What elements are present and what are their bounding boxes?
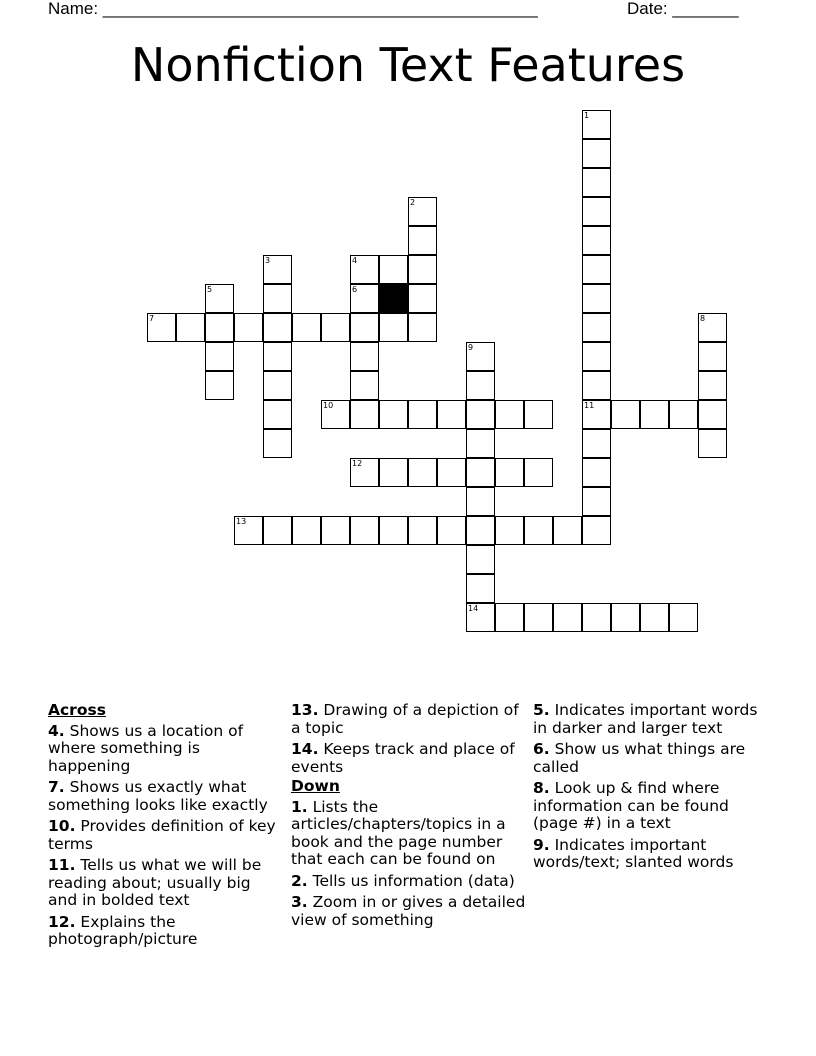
crossword-cell[interactable] [611,603,640,632]
blocked-cell [379,284,408,313]
crossword-cell[interactable] [698,400,727,429]
crossword-cell[interactable] [582,313,611,342]
clue-item [533,837,769,872]
clue-item [48,818,284,853]
clue-number: 10 [323,401,334,410]
clue-number: 9. [533,835,550,854]
crossword-cell[interactable] [582,516,611,545]
across-clue-list [48,723,284,949]
crossword-cell[interactable] [292,516,321,545]
crossword-cell[interactable] [582,255,611,284]
crossword-cell[interactable] [698,371,727,400]
crossword-cell[interactable] [466,429,495,458]
clue-number: 7. [48,778,65,796]
clue-number: 8 [700,314,706,323]
clue-number: 3. [291,893,308,911]
crossword-cell[interactable] [582,429,611,458]
clue-column-2 [291,702,527,933]
clue-number: 2. [291,871,308,890]
crossword-cell[interactable] [321,313,350,342]
crossword-cell[interactable] [582,139,611,168]
clue-item [291,873,527,891]
crossword-cell[interactable] [379,255,408,284]
clue-item [48,779,284,814]
clue-number: 4. [48,721,65,740]
crossword-cell[interactable] [350,284,379,313]
crossword-cell[interactable] [350,342,379,371]
crossword-cell[interactable] [466,574,495,603]
crossword-cell[interactable] [263,429,292,458]
crossword-cell[interactable] [205,284,234,313]
crossword-cell[interactable] [582,603,611,632]
crossword-cell[interactable] [466,371,495,400]
crossword-cell[interactable] [321,400,350,429]
clue-number: 1. [291,797,308,816]
crossword-cell[interactable] [466,516,495,545]
crossword-cell[interactable] [350,400,379,429]
crossword-cell[interactable] [234,516,263,545]
crossword-cell[interactable] [263,371,292,400]
crossword-cell[interactable] [524,516,553,545]
crossword-cell[interactable] [350,516,379,545]
crossword-cell[interactable] [524,400,553,429]
clue-number: 8. [533,779,550,797]
crossword-cell[interactable] [582,458,611,487]
clue-text: Shows us a location of where something is happening [48,721,244,775]
clue-number: 5 [207,285,213,294]
crossword-cell[interactable] [408,255,437,284]
crossword-cell[interactable] [408,284,437,313]
crossword-cell[interactable] [263,255,292,284]
clue-text: Indicates important words/text; slanted words [533,835,734,871]
clue-text: Shows us exactly what something looks like exactly [48,778,268,814]
crossword-cell[interactable] [263,313,292,342]
clue-column-1 [48,702,284,953]
crossword-cell[interactable] [582,342,611,371]
date-field-label: Date: _______ [627,0,739,18]
crossword-cell[interactable] [466,342,495,371]
clue-column-3 [533,702,769,876]
crossword-cell[interactable] [350,371,379,400]
clue-item [48,914,284,949]
down-clue-list [291,799,527,930]
clue-number: 14. [291,740,319,758]
crossword-cell[interactable] [524,458,553,487]
crossword-cell[interactable] [466,487,495,516]
down-heading: Down [291,777,340,795]
crossword-cell[interactable] [408,516,437,545]
crossword-cell[interactable] [350,313,379,342]
crossword-cell[interactable] [582,284,611,313]
clue-number: 13. [291,701,319,719]
crossword-cell[interactable] [698,342,727,371]
clue-number: 6. [533,740,550,758]
crossword-cell[interactable] [408,458,437,487]
crossword-cell[interactable] [205,342,234,371]
clue-number: 13 [236,517,247,526]
crossword-cell[interactable] [582,487,611,516]
clue-text: Provides definition of key terms [48,817,276,853]
clue-text: Explains the photograph/picture [48,912,198,948]
crossword-cell[interactable] [379,313,408,342]
crossword-cell[interactable] [553,516,582,545]
clue-number: 2 [410,198,416,207]
clue-text: Tells us information (data) [307,871,515,890]
clue-number: 12. [48,912,76,931]
clue-number: 7 [149,314,155,323]
clue-number: 14 [468,604,479,613]
clue-item [533,702,769,737]
crossword-cell[interactable] [582,400,611,429]
clue-item [533,780,769,833]
down-clue-list-continued [533,702,769,872]
clue-item [291,702,527,737]
crossword-cell[interactable] [321,516,350,545]
clue-text: Lists the articles/chapters/topics in a book and the page number that each can be found on [291,797,506,868]
crossword-cell[interactable] [350,458,379,487]
crossword-cell[interactable] [379,458,408,487]
crossword-cell[interactable] [205,371,234,400]
crossword-cell[interactable] [292,313,321,342]
crossword-cell[interactable] [582,226,611,255]
crossword-cell[interactable] [669,400,698,429]
clue-number: 11 [584,401,595,410]
clue-item [533,741,769,776]
clue-text: Tells us what we will be reading about; usually big and in bolded text [48,856,262,909]
clue-text: Indicates important words in darker and larger text [533,701,758,737]
crossword-cell[interactable] [147,313,176,342]
crossword-cell[interactable] [466,603,495,632]
page-title: Nonfiction Text Features [130,38,686,92]
crossword-cell[interactable] [495,603,524,632]
clue-number: 9 [468,343,474,352]
clue-item [291,741,527,776]
crossword-cell[interactable] [466,400,495,429]
crossword-cell[interactable] [553,603,582,632]
clue-text: Show us what things are called [533,740,746,776]
across-clue-list-continued [291,702,527,776]
crossword-cell[interactable] [582,371,611,400]
crossword-cell[interactable] [263,516,292,545]
crossword-cell[interactable] [640,603,669,632]
clue-item [48,857,284,910]
clue-item [48,723,284,776]
clue-number: 3 [265,256,271,265]
crossword-cell[interactable] [379,516,408,545]
clue-text: Zoom in or gives a detailed view of something [291,893,526,929]
crossword-cell[interactable] [495,516,524,545]
crossword-cell[interactable] [263,342,292,371]
crossword-cell[interactable] [408,313,437,342]
clue-item [291,894,527,929]
crossword-cell[interactable] [234,313,263,342]
crossword-cell[interactable] [495,400,524,429]
crossword-cell[interactable] [611,400,640,429]
clue-text: Drawing of a depiction of a topic [291,701,519,737]
clue-number: 1 [584,111,590,120]
clue-item [291,799,527,869]
crossword-cell[interactable] [263,284,292,313]
clue-text: Look up & find where information can be found (page #) in a text [533,779,729,832]
clue-number: 5. [533,701,550,719]
clue-number: 12 [352,459,363,468]
crossword-cell[interactable] [350,255,379,284]
crossword-cell[interactable] [437,516,466,545]
crossword-cell[interactable] [437,458,466,487]
clue-number: 4 [352,256,358,265]
crossword-cell[interactable] [176,313,205,342]
crossword-cell[interactable] [408,400,437,429]
crossword-cell[interactable] [582,110,611,139]
crossword-cell[interactable] [379,400,408,429]
crossword-cell[interactable] [466,545,495,574]
crossword-cell[interactable] [205,313,234,342]
crossword-cell[interactable] [698,313,727,342]
crossword-cell[interactable] [408,197,437,226]
crossword-cell[interactable] [263,400,292,429]
crossword-cell[interactable] [524,603,553,632]
crossword-cell[interactable] [582,168,611,197]
clue-number: 11. [48,856,76,874]
clue-number: 6 [352,285,358,294]
clue-number: 10. [48,817,76,835]
crossword-cell[interactable] [669,603,698,632]
across-heading: Across [48,701,106,719]
name-field-label: Name: ______________________________________________ [48,0,538,18]
crossword-cell[interactable] [408,226,437,255]
crossword-cell[interactable] [495,458,524,487]
crossword-cell[interactable] [640,400,669,429]
crossword-cell[interactable] [582,197,611,226]
clue-text: Keeps track and place of events [291,740,515,776]
crossword-cell[interactable] [698,429,727,458]
crossword-cell[interactable] [437,400,466,429]
crossword-cell[interactable] [466,458,495,487]
